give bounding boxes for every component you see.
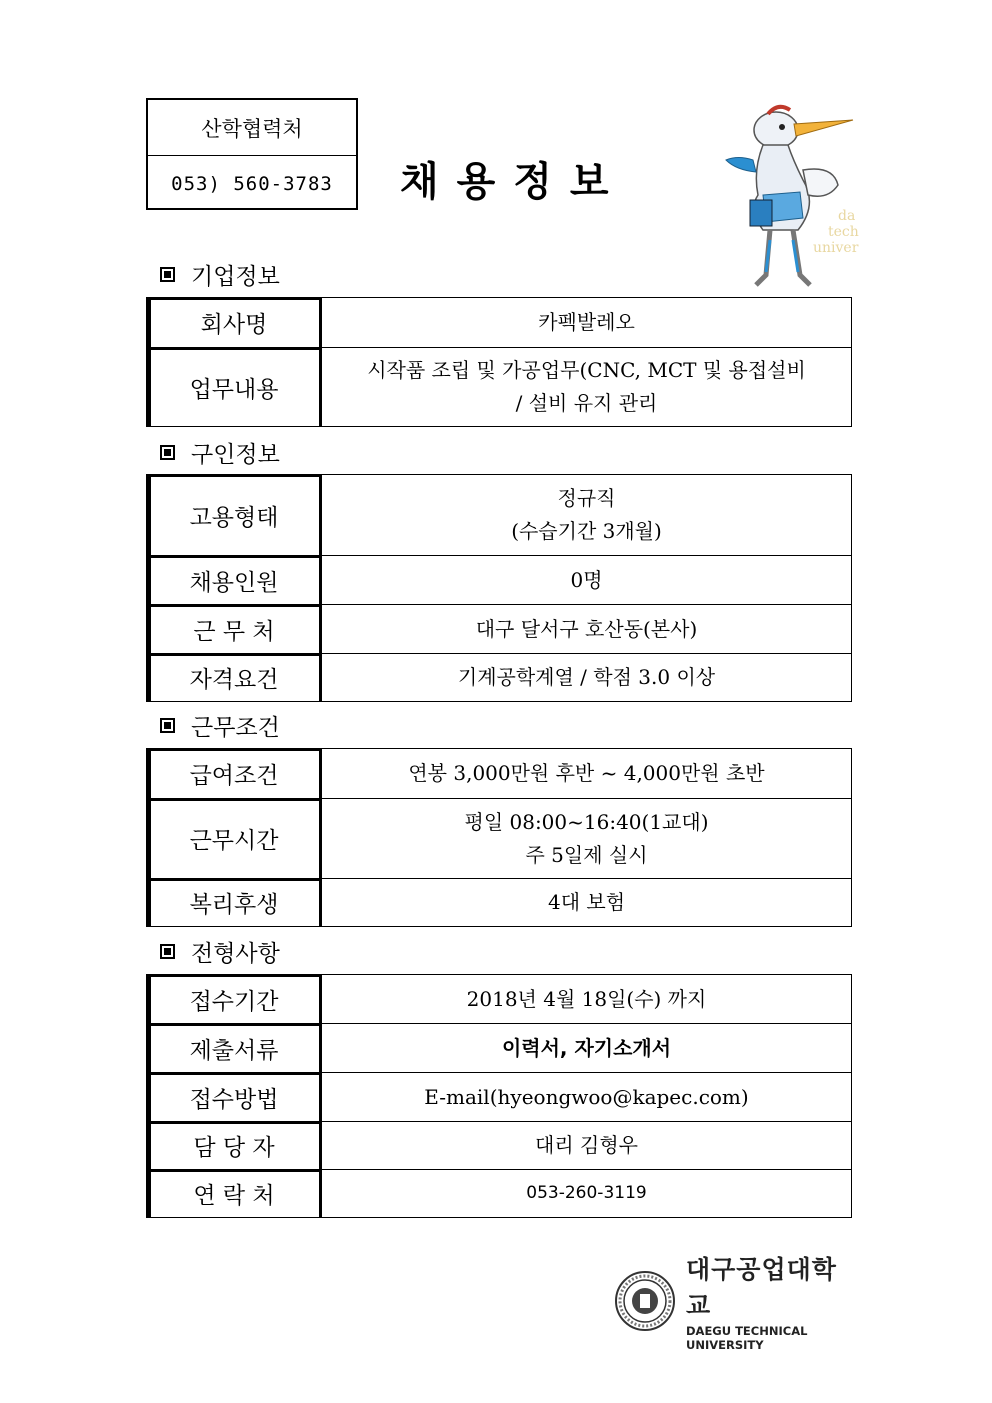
svg-text:da: da	[838, 208, 856, 224]
table-row	[148, 348, 852, 427]
row-value: 2018년 4월 18일(수) 까지	[321, 975, 852, 1024]
table-row	[148, 298, 852, 348]
table-row	[148, 1073, 852, 1122]
contact-label: 산학협력처	[148, 100, 356, 156]
row-label: 복리후생	[148, 879, 321, 927]
row-value: 시작품 조립 및 가공업무(CNC, MCT 및 용접설비 / 설비 유지 관리	[321, 348, 852, 427]
row-label: 급여조건	[148, 749, 321, 799]
row-value: 이력서, 자기소개서	[321, 1024, 852, 1073]
section-heading-recruit: 구인정보	[160, 436, 280, 469]
table-row	[148, 975, 852, 1024]
square-bullet-icon	[160, 944, 175, 959]
table-row	[148, 879, 852, 927]
row-value: 카펙발레오	[321, 298, 852, 348]
table-row	[148, 1024, 852, 1073]
recruit-info-table	[146, 474, 852, 702]
table-row	[148, 654, 852, 702]
table-row	[148, 1170, 852, 1218]
row-label: 담 당 자	[148, 1122, 321, 1170]
row-label: 채용인원	[148, 556, 321, 605]
table-row	[148, 556, 852, 605]
university-logo	[614, 1255, 854, 1352]
selection-info-table	[146, 974, 852, 1218]
company-info-table	[146, 297, 852, 427]
row-value: 0명	[321, 556, 852, 605]
university-name-ko: 대구공업대학교	[686, 1255, 837, 1320]
square-bullet-icon	[160, 267, 175, 282]
row-label: 고용형태	[148, 475, 321, 556]
svg-text:tech: tech	[828, 224, 859, 240]
row-label: 업무내용	[148, 348, 321, 427]
row-value: 정규직 (수습기간 3개월)	[321, 475, 852, 556]
section-heading-conditions: 근무조건	[160, 709, 280, 742]
row-value: 기계공학계열 / 학점 3.0 이상	[321, 654, 852, 702]
table-row	[148, 749, 852, 799]
table-row	[148, 475, 852, 556]
row-value: E-mail(hyeongwoo@kapec.com)	[321, 1073, 852, 1122]
university-name-en: DAEGU TECHNICAL UNIVERSITY	[686, 1324, 808, 1352]
row-label: 자격요건	[148, 654, 321, 702]
row-label: 근 무 처	[148, 605, 321, 654]
university-seal-icon	[614, 1270, 676, 1332]
row-value: 대구 달서구 호산동(본사)	[321, 605, 852, 654]
contact-box	[146, 98, 358, 210]
row-value: 053-260-3119	[321, 1170, 852, 1218]
table-row	[148, 605, 852, 654]
row-value: 4대 보험	[321, 879, 852, 927]
row-label: 근무시간	[148, 799, 321, 879]
row-value: 평일 08:00~16:40(1교대) 주 5일제 실시	[321, 799, 852, 879]
table-row	[148, 799, 852, 879]
section-heading-company: 기업정보	[160, 258, 280, 291]
row-label: 접수기간	[148, 975, 321, 1024]
row-label: 접수방법	[148, 1073, 321, 1122]
conditions-info-table	[146, 748, 852, 927]
square-bullet-icon	[160, 718, 175, 733]
square-bullet-icon	[160, 445, 175, 460]
row-label: 회사명	[148, 298, 321, 348]
contact-phone: 053) 560-3783	[171, 172, 333, 195]
section-heading-selection: 전형사항	[160, 935, 280, 968]
row-label: 제출서류	[148, 1024, 321, 1073]
row-value: 연봉 3,000만원 후반 ~ 4,000만원 초반	[321, 749, 852, 799]
crane-mascot-image	[708, 100, 859, 290]
svg-text:univer: univer	[813, 240, 859, 256]
row-value: 대리 김형우	[321, 1122, 852, 1170]
table-row	[148, 1122, 852, 1170]
page-title: 채용정보	[400, 159, 627, 205]
row-label: 연 락 처	[148, 1170, 321, 1218]
